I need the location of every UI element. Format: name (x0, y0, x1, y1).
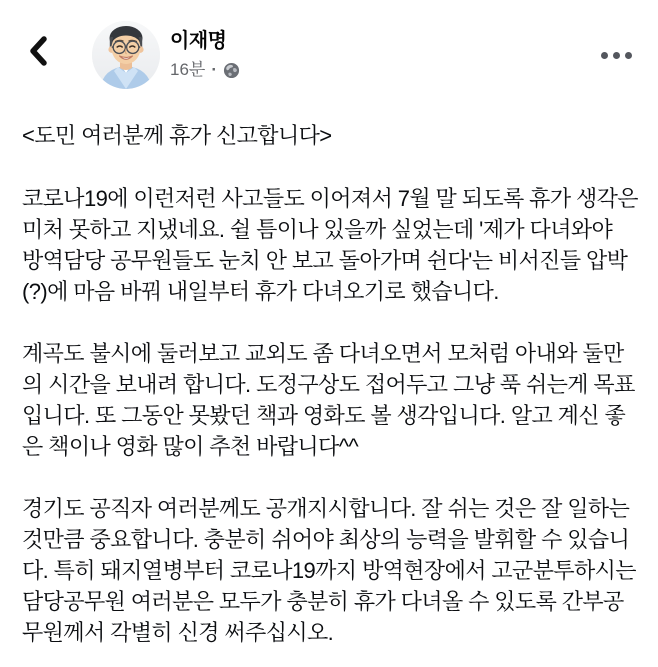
more-options-button[interactable] (588, 46, 632, 64)
post-paragraph: 경기도 공직자 여러분께도 공개지시합니다. 잘 쉬는 것은 잘 일하는 것만큼 중요합니다. 충분히 쉬어야 최상의 능력을 발휘할 수 있습니다. 특히 돼지열병부터 코로나19까지 방역현장에서 고군분투하시는 담당공무원 여러분은 모두가 충분히 휴가 다녀올 수 있도록 간부공무원께서 각별히 신경 써주십시오. (22, 496, 636, 645)
post-header (0, 0, 658, 108)
post-content (22, 120, 638, 667)
post-paragraph: 코로나19에 이런저런 사고들도 이어져서 7월 말 되도록 휴가 생각은 미처 못하고 지냈네요. 쉴 틈이나 있을까 싶었는데 '제가 다녀와야 방역담당 공무원들도 눈치 안 보고 돌아가며 쉰다'는 비서진들 압박(?)에 마음 바꿔 내일부터 휴가 다녀오기로 했습니다. (22, 186, 638, 304)
back-button[interactable] (24, 33, 52, 71)
ellipsis-horizontal-icon (601, 52, 632, 59)
meta-separator: · (211, 60, 218, 79)
post-paragraph: 계곡도 불시에 둘러보고 교외도 좀 다녀오면서 모처럼 아내와 둘만의 시간을 보내려 합니다. 도정구상도 접어두고 그냥 푹 쉬는게 목표입니다. 또 그동안 못봤던 책과 영화도 볼 생각입니다. 알고 계신 좋은 책이나 영화 많이 추천 바랍니다^^ (22, 341, 635, 459)
globe-icon (223, 62, 240, 79)
avatar[interactable] (92, 21, 160, 89)
post-author-block (170, 29, 240, 80)
timestamp[interactable]: 16분 (170, 60, 206, 79)
chevron-left-icon (27, 35, 49, 70)
profile-name[interactable]: 이재명 (170, 30, 227, 52)
post-meta (170, 60, 240, 80)
post-title: <도민 여러분께 휴가 신고합니다> (22, 123, 332, 148)
